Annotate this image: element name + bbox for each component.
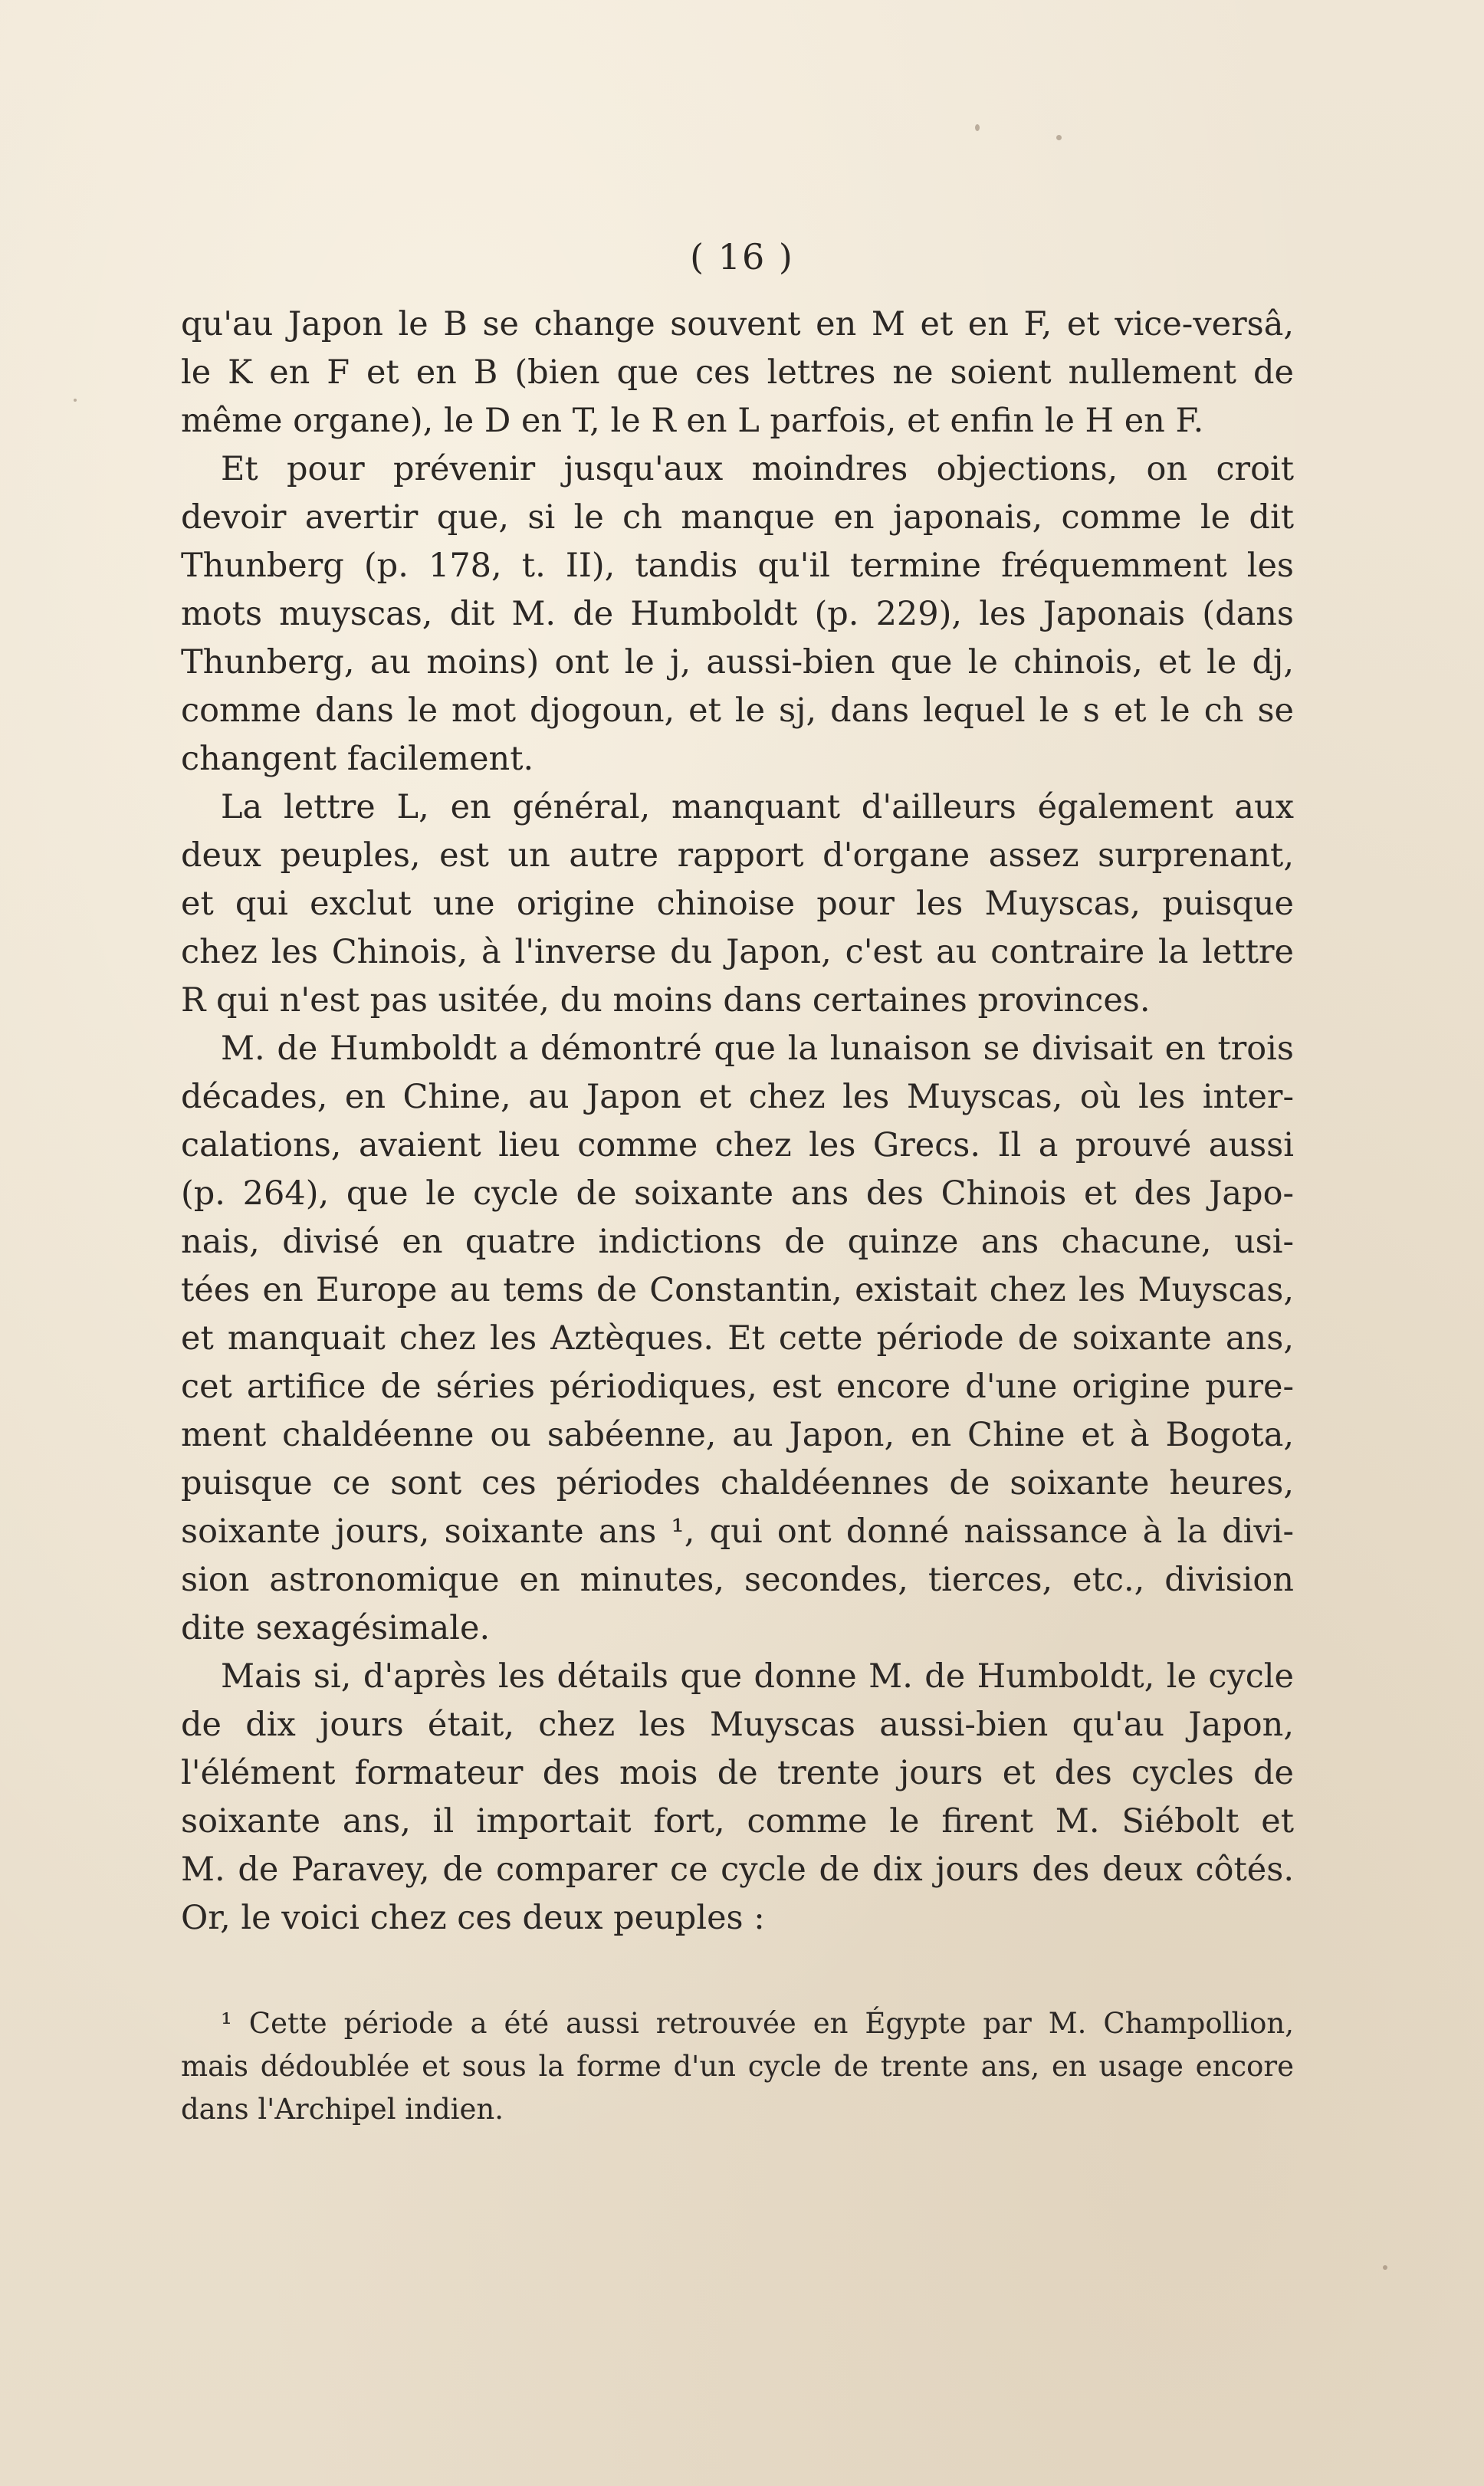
text-line: La lettre L, en général, manquant d'ailleurs également aux [221, 788, 1294, 826]
text-line: nais, divisé en quatre indictions de quinze ans chacune, usi- [181, 1223, 1294, 1261]
paragraph-2 [181, 445, 1294, 783]
text-line: M. de Paravey, de comparer ce cycle de dix jours des deux côtés. [181, 1851, 1294, 1889]
text-line: soixante jours, soixante ans ¹, qui ont donné naissance à la divi- [181, 1512, 1294, 1551]
paper-speck [1056, 135, 1062, 140]
text-line: devoir avertir que, si le ch manque en japonais, comme le dit [181, 498, 1294, 537]
footnote-line: ¹ Cette période a été aussi retrouvée en Égypte par M. Champollion, [221, 2007, 1294, 2040]
paragraph-3 [181, 783, 1294, 1025]
body-text [181, 300, 1294, 1942]
paper-speck [975, 124, 980, 131]
paragraph-4 [181, 1025, 1294, 1653]
text-line: M. de Humboldt a démontré que la lunaison se divisait en trois [221, 1030, 1294, 1068]
text-line: soixante ans, il importait fort, comme le firent M. Siébolt et [181, 1802, 1294, 1841]
text-line: dite sexagésimale. [181, 1609, 491, 1647]
text-line: R qui n'est pas usitée, du moins dans certaines provinces. [181, 981, 1151, 1020]
text-line: Or, le voici chez ces deux peuples : [181, 1899, 765, 1937]
paragraph-1 [181, 300, 1294, 445]
text-line: et qui exclut une origine chinoise pour les Muyscas, puisque [181, 885, 1294, 923]
text-line: de dix jours était, chez les Muyscas aussi-bien qu'au Japon, [181, 1706, 1294, 1744]
text-line: puisque ce sont ces périodes chaldéennes de soixante heures, [181, 1464, 1294, 1502]
text-line: calations, avaient lieu comme chez les Grecs. Il a prouvé aussi [181, 1126, 1294, 1164]
page-number: ( 16 ) [690, 236, 794, 277]
paper-speck [1383, 2265, 1387, 2270]
text-line: deux peuples, est un autre rapport d'organe assez surprenant, [181, 836, 1294, 875]
text-line: Et pour prévenir jusqu'aux moindres objections, on croit [221, 450, 1294, 488]
text-line: qu'au Japon le B se change souvent en M et en F, et vice-versâ, [181, 305, 1294, 343]
footnote-line: dans l'Archipel indien. [181, 2093, 504, 2126]
text-line: (p. 264), que le cycle de soixante ans des Chinois et des Japo- [181, 1174, 1294, 1213]
footnote [181, 2002, 1294, 2131]
text-line: tées en Europe au tems de Constantin, existait chez les Muyscas, [181, 1271, 1294, 1309]
text-line: sion astronomique en minutes, secondes, tierces, etc., division [181, 1561, 1294, 1599]
paper-speck [74, 399, 77, 402]
footnote-line: mais dédoublée et sous la forme d'un cycle de trente ans, en usage encore [181, 2050, 1294, 2083]
text-line: changent facilement. [181, 740, 534, 778]
text-line: chez les Chinois, à l'inverse du Japon, c'est au contraire la lettre [181, 933, 1294, 971]
text-line: Thunberg (p. 178, t. II), tandis qu'il termine fréquemment les [181, 547, 1294, 585]
text-line: même organe), le D en T, le R en L parfois, et enfin le H en F. [181, 402, 1204, 440]
text-line: ment chaldéenne ou sabéenne, au Japon, en Chine et à Bogota, [181, 1416, 1294, 1454]
paragraph-5 [181, 1653, 1294, 1942]
text-line: comme dans le mot djogoun, et le sj, dans lequel le s et le ch se [181, 691, 1294, 730]
text-line: cet artifice de séries périodiques, est encore d'une origine pure- [181, 1368, 1294, 1406]
text-line: Thunberg, au moins) ont le j, aussi-bien que le chinois, et le dj, [181, 643, 1294, 681]
text-line: décades, en Chine, au Japon et chez les Muyscas, où les inter- [181, 1078, 1294, 1116]
text-line: l'élément formateur des mois de trente jours et des cycles de [181, 1754, 1294, 1792]
text-line: Mais si, d'après les détails que donne M. de Humboldt, le cycle [221, 1657, 1294, 1696]
text-line: mots muyscas, dit M. de Humboldt (p. 229), les Japonais (dans [181, 595, 1294, 633]
text-line: le K en F et en B (bien que ces lettres ne soient nullement de [181, 353, 1294, 392]
text-line: et manquait chez les Aztèques. Et cette période de soixante ans, [181, 1319, 1294, 1358]
